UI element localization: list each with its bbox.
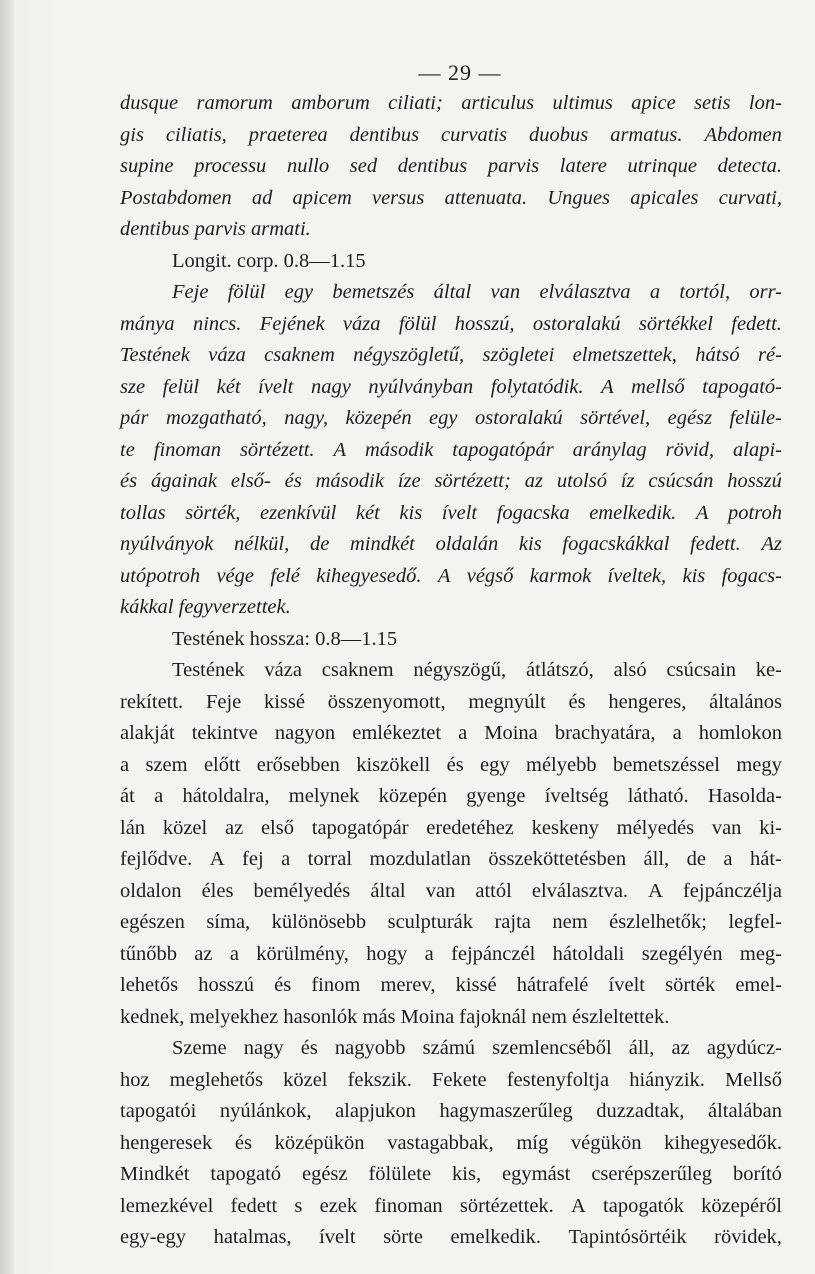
text-line: oldalon éles bemélyedés által van attól elválasztva. A fejpánczélja xyxy=(120,879,782,902)
text-line: utópotroh vége felé kihegyesedő. A végső karmok íveltek, kis fogacs- xyxy=(120,564,782,587)
text-line: alakját tekintve nagyon emlékeztet a Moina brachyatára, a homlokon xyxy=(120,722,782,744)
text-line: rekített. Feje kissé összenyomott, megnyúlt és hengeres, általános xyxy=(120,690,782,713)
text-line: fejlődve. A fej a torral mozdulatlan összeköttetésben áll, de a hát- xyxy=(120,848,782,870)
text-line: te finoman sörtézett. A második tapogatópár aránylag rövid, alapi- xyxy=(120,438,782,461)
text-line: Mindkét tapogató egész fölülete kis, egymást cserépszerűleg borító xyxy=(120,1163,782,1185)
text-line: tollas sörték, ezenkívül két kis ívelt fogacska emelkedik. A potroh xyxy=(120,501,782,524)
text-line: gis ciliatis, praeterea dentibus curvatis duobus armatus. Abdomen xyxy=(120,123,782,146)
text-line: Feje fölül egy bemetszés által van elválasztva a tortól, orr- xyxy=(172,281,782,303)
text-line: kákkal fegyverzettek. xyxy=(120,596,291,618)
text-line: a szem előtt erősebben kiszökell és egy mélyebb bemetszéssel megy xyxy=(120,753,782,776)
text-line: dentibus parvis armati. xyxy=(120,218,311,240)
text-line: Longit. corp. 0.8—1.15 xyxy=(172,249,366,272)
text-line: tűnőbb az a körülmény, hogy a fejpánczél hátoldali szegélyén meg- xyxy=(120,942,782,965)
text-line: egy-egy hatalmas, ívelt sörte emelkedik. Tapintósörtéik rövidek, xyxy=(120,1226,782,1248)
text-line: át a hátoldalra, melynek közepén gyenge íveltség látható. Hasolda- xyxy=(120,785,782,807)
text-line: tapogatói nyúlánkok, alapjukon hagymaszerűleg duzzadtak, általában xyxy=(120,1100,782,1122)
text-line: kednek, melyekhez hasonlók más Moina fajoknál nem észleltettek. xyxy=(120,1005,670,1028)
text-line: és ágainak első- és második íze sörtézett; az utolsó íz csúcsán hosszú xyxy=(120,470,782,492)
text-line: sze felül két ívelt nagy nyúlványban folytatódik. A mellső tapogató- xyxy=(120,375,782,398)
text-line: nyúlványok nélkül, de mindkét oldalán kis fogacskákkal fedett. Az xyxy=(120,533,782,555)
text-line: lemezkével fedett s ezek finoman sörtézettek. A tapogatók közepéről xyxy=(120,1194,782,1217)
body-text xyxy=(120,88,782,1254)
text-line: hengeresek és középükön vastagabbak, míg végükön kihegyesedők. xyxy=(120,1131,782,1154)
text-line: dusque ramorum amborum ciliati; articulus ultimus apice setis lon- xyxy=(120,92,782,114)
text-line: mánya nincs. Fejének váza fölül hosszú, ostoralakú sörtékkel fedett. xyxy=(120,312,782,335)
text-line: pár mozgatható, nagy, közepén egy ostoralakú sörtével, egész felüle- xyxy=(120,407,782,429)
text-line: lehetős hosszú és finom merev, kissé hátrafelé ívelt sörték emel- xyxy=(120,974,782,996)
text-line: Postabdomen ad apicem versus attenuata. Ungues apicales curvati, xyxy=(120,186,782,209)
text-line: egészen síma, különösebb sculpturák rajta nem észlelhetők; legfel- xyxy=(120,911,782,933)
binding-shadow xyxy=(0,0,14,1274)
text-line: Testének hossza: 0.8—1.15 xyxy=(172,627,398,650)
page-number: — 29 — xyxy=(418,60,502,85)
text-line: Szeme nagy és nagyobb számú szemlencséből áll, az agydúcz- xyxy=(172,1037,782,1059)
text-line: supine processu nullo sed dentibus parvis latere utrinque detecta. xyxy=(120,155,782,177)
text-line: hoz meglehetős közel fekszik. Fekete festenyfoltja hiányzik. Mellső xyxy=(120,1068,782,1091)
text-line: Testének váza csaknem négyszögű, átlátszó, alsó csúcsain ke- xyxy=(172,659,782,681)
text-line: Testének váza csaknem négyszögletű, szögletei elmetszettek, hátsó ré- xyxy=(120,344,782,366)
text-line: lán közel az első tapogatópár eredetéhez keskeny mélyedés van ki- xyxy=(120,816,782,839)
